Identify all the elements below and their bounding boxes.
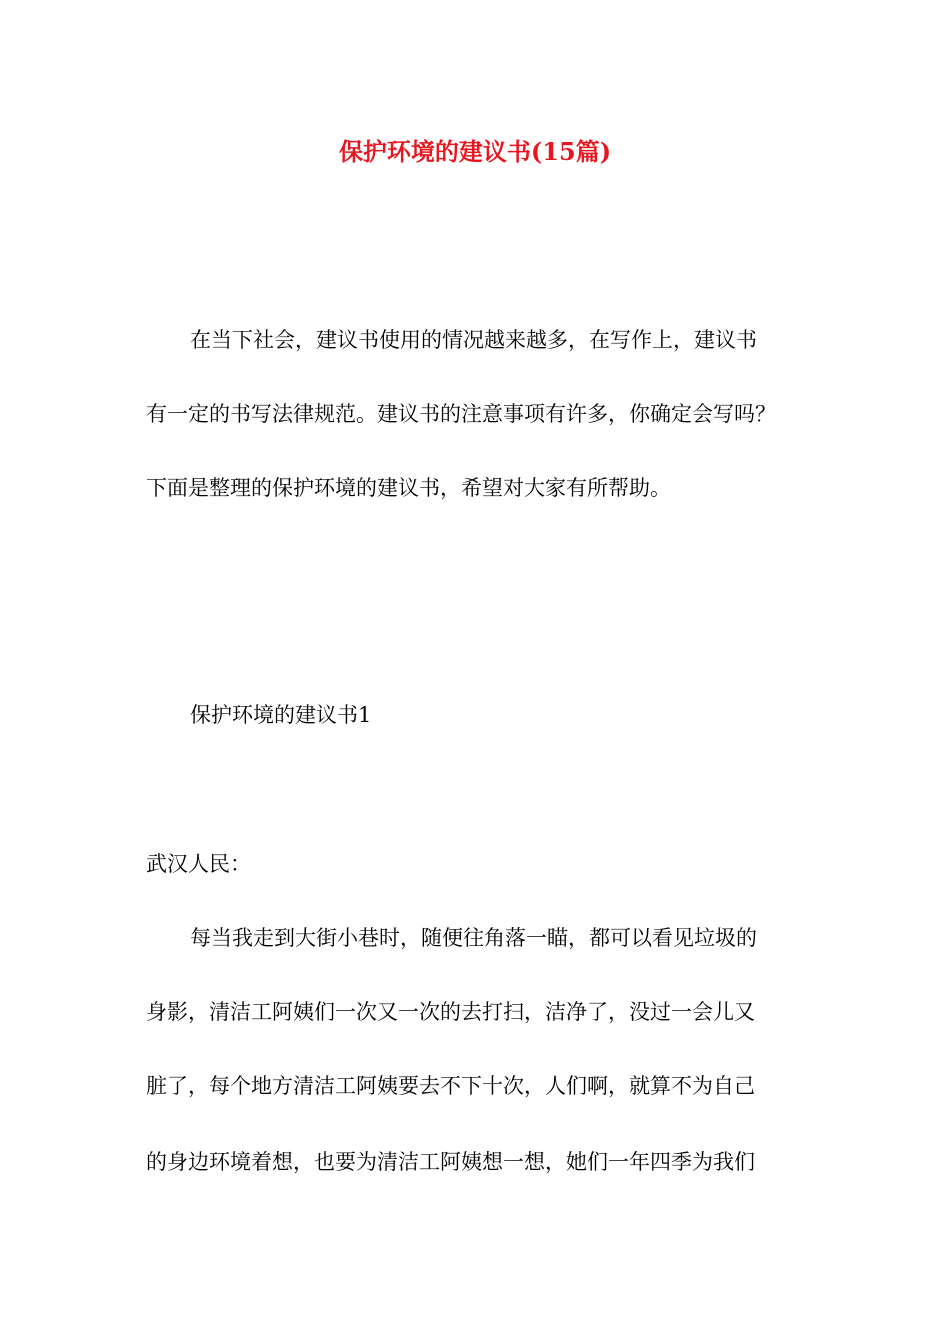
intro-line-3: 下面是整理的保护环境的建议书，希望对大家有所帮助。 xyxy=(146,476,671,500)
body-line-4: 的身边环境着想，也要为清洁工阿姨想一想，她们一年四季为我们 xyxy=(146,1150,755,1174)
intro-line-1: 在当下社会，建议书使用的情况越来越多，在写作上，建议书 xyxy=(190,328,757,352)
section-heading: 保护环境的建议书1 xyxy=(190,703,372,727)
body-line-1: 每当我走到大街小巷时，随便往角落一瞄，都可以看见垃圾的 xyxy=(190,926,757,950)
salutation: 武汉人民： xyxy=(146,852,251,876)
body-line-2: 身影，清洁工阿姨们一次又一次的去打扫，洁净了，没过一会儿又 xyxy=(146,1000,755,1024)
body-line-3: 脏了，每个地方清洁工阿姨要去不下十次，人们啊，就算不为自己 xyxy=(146,1074,755,1098)
document-title: 保护环境的建议书(15篇) xyxy=(338,137,612,166)
intro-line-2: 有一定的书写法律规范。建议书的注意事项有许多，你确定会写吗？ xyxy=(146,402,776,426)
